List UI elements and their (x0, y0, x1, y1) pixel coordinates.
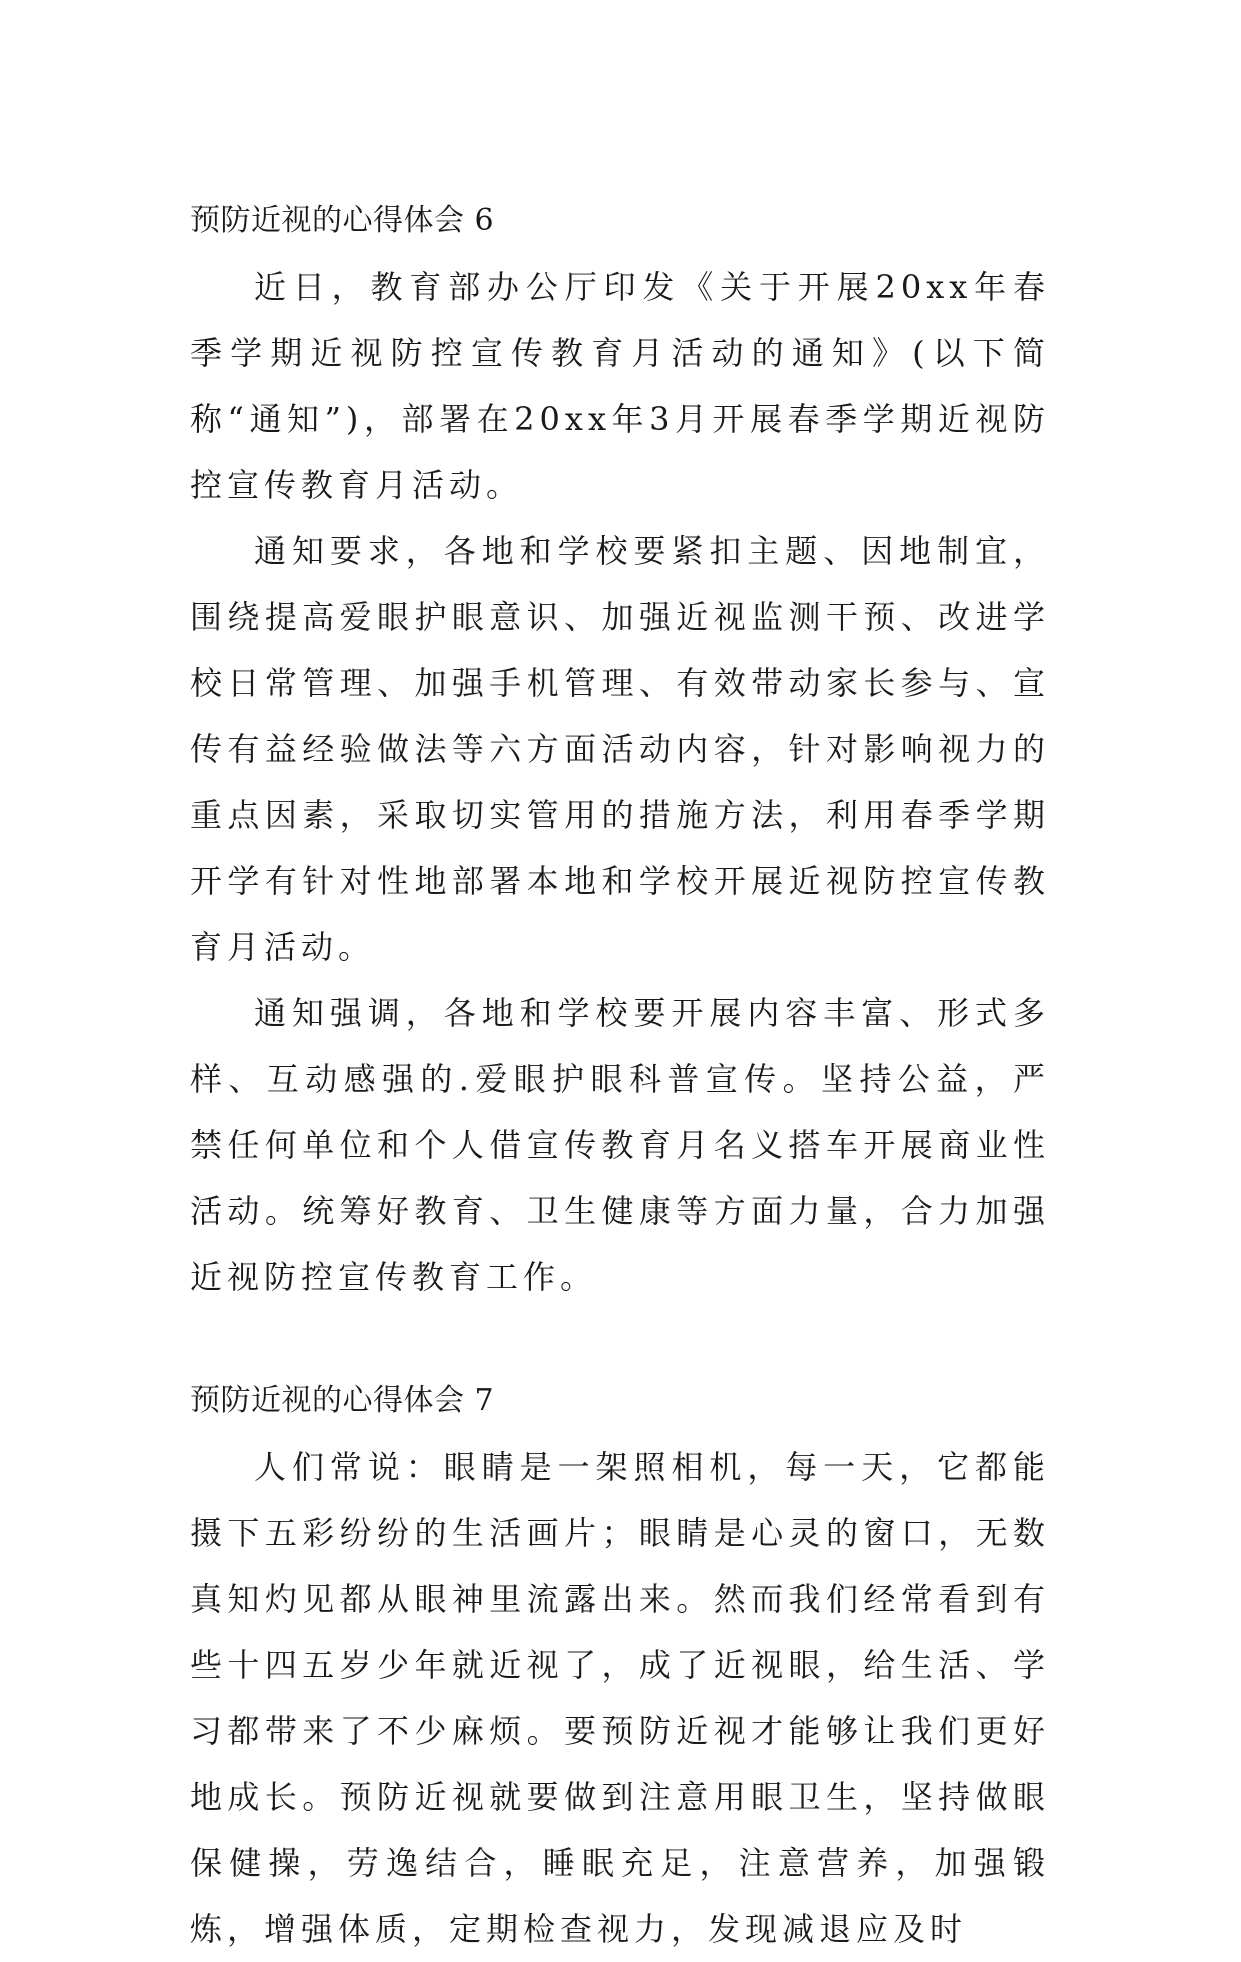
paragraph: 通知强调，各地和学校要开展内容丰富、形式多样、互动感强的.爱眼护眼科普宣传。坚持公益，严禁任何单位和个人借宣传教育月名义搭车开展商业性活动。统筹好教育、卫生健康等方面力量，合力加强近视防控宣传教育工作。 (190, 994, 1050, 1296)
section-title: 预防近视的心得体会 7 (190, 1383, 495, 1418)
paragraph: 人们常说：眼睛是一架照相机，每一天，它都能摄下五彩纷纷的生活画片；眼睛是心灵的窗口，无数真知灼见都从眼神里流露出来。然而我们经常看到有些十四五岁少年就近视了，成了近视眼，给生活、学习都带来了不少麻烦。要预防近视才能够让我们更好地成长。预防近视就要做到注意用眼卫生，坚持做眼保健操，劳逸结合，睡眠充足，注意营养，加强锻炼，增强体质，定期检查视力，发现减退应及时 (190, 1448, 1050, 1948)
essay-section-6 (190, 188, 1050, 1310)
paragraph: 通知要求，各地和学校要紧扣主题、因地制宜，围绕提高爱眼护眼意识、加强近视监测干预、改进学校日常管理、加强手机管理、有效带动家长参与、宣传有益经验做法等六方面活动内容，针对影响视力的重点因素，采取切实管用的措施方法，利用春季学期开学有针对性地部署本地和学校开展近视防控宣传教育月活动。 (190, 532, 1050, 966)
section-title: 预防近视的心得体会 6 (190, 203, 495, 238)
document-page (190, 188, 1050, 1962)
paragraph: 近日，教育部办公厅印发《关于开展20xx年春季学期近视防控宣传教育月活动的通知》(以下简称“通知”)，部署在20xx年3月开展春季学期近视防控宣传教育月活动。 (190, 268, 1050, 504)
essay-section-7 (190, 1368, 1050, 1962)
